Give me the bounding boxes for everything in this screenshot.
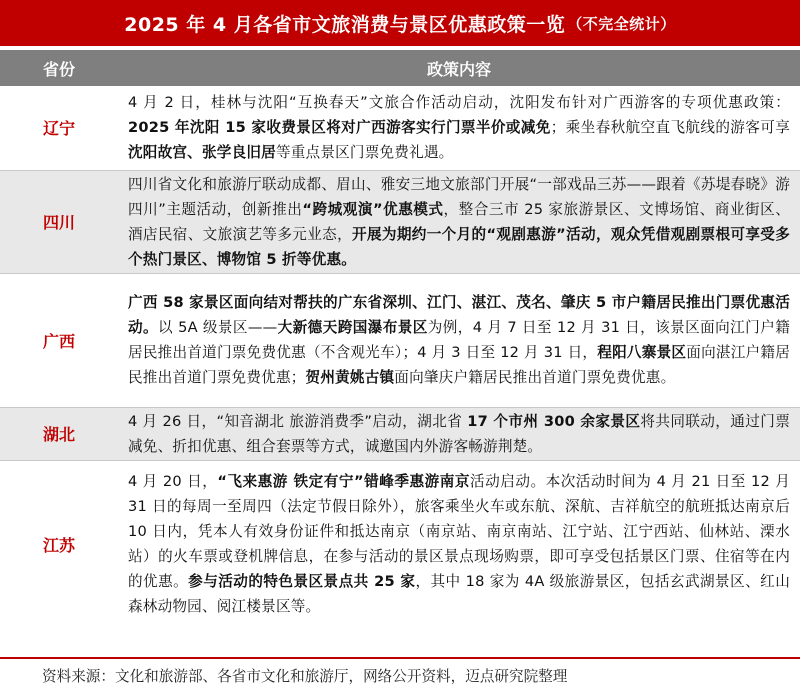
table-row [0,86,800,170]
table-row [0,407,800,460]
policy-text: 4 月 20 日， [128,473,218,491]
policy-highlight: 大新德天跨国瀑布景区 [277,319,428,336]
province-cell: 广西 [0,273,118,407]
policy-cell [118,170,800,273]
footer-divider [0,657,800,659]
policy-cell [118,460,800,628]
province-cell: 湖北 [0,407,118,460]
policy-text: 活动启动。本次活动时间为 4 月 21 日至 12 月 31 日的每周一至周四（法定节假日除外），旅客乘坐火车或东航、深航、吉祥航空的航班抵达南京后 10 日内，凭本人有效身份证件和抵达南京（南京站、南京南站、江宁站、江宁西站、仙林站、溧水站）的火车票或登机牌信息，在参与活动的景区景点现场购票，即可享受包括景区门票、住宿等在内的优惠。 [128,473,790,591]
policy-text: 4 月 2 日，桂林与沈阳“互换春天”文旅合作活动启动，沈阳发布针对广西游客的专项优惠政策： [128,94,790,112]
policy-text: ，其中 18 家为 4A 级旅游景区，包括玄武湖景区、红山森林动物园、阅江楼景区等。 [128,573,791,616]
policy-cell [118,273,800,407]
policy-text: 为例，4 月 7 日至 12 月 31 日，该景区面向江门户籍居民推出首道门票免费优惠（不含观光车）；4 月 3 日至 12 月 31 日， [128,319,790,361]
table-row [0,460,800,628]
policy-cell [118,407,800,460]
policy-highlight: 贺州黄姚古镇 [305,369,395,386]
policy-text: ；乘坐春秋航空直飞航线的游客可享 [550,119,791,137]
policy-highlight: “飞来惠游 铁定有宁”错峰季惠游南京 [217,473,470,491]
policy-highlight: 程阳八寨景区 [597,344,687,361]
province-cell: 四川 [0,170,118,273]
policy-highlight: “跨城观演”优惠模式 [302,200,444,218]
table-row [0,273,800,407]
policy-text: 4 月 26 日，“知音湖北 旅游消费季”启动，湖北省 [128,412,468,430]
policy-text: 将共同联动，通过门票减免、折扣优惠、组合套票等方式，诚邀国内外游客畅游荆楚。 [128,412,791,455]
title-note: （不完全统计） [567,14,676,33]
title-main: 2025 年 4 月各省市文旅消费与景区优惠政策一览 [124,13,566,36]
header-policy: 政策内容 [426,59,491,79]
table-header [0,50,800,86]
policy-highlight: 参与活动的特色景区景点共 25 家 [188,573,416,591]
policy-highlight: 广西 58 家景区面向结对帮扶的广东省深圳、江门、湛江、茂名、肇庆 5 市户籍居民推出门票优惠活动。 [128,294,790,336]
policy-text: 四川省文化和旅游厅联动成都、眉山、雅安三地文旅部门开展“一部戏品三苏——跟着《苏堤春晓》游四川”主题活动，创新推出 [128,175,790,218]
policy-highlight: 开展为期约一个月的“观剧惠游”活动，观众凭借观剧票根可享受多个热门景区、博物馆 5 折等优惠。 [128,225,790,268]
policy-cell [118,86,800,170]
page-title [0,0,800,46]
header-province: 省份 [42,59,75,79]
policy-table [0,86,800,628]
policy-text: 面向肇庆户籍居民推出首道门票免费优惠。 [394,369,676,386]
table-row [0,170,800,273]
policy-highlight: 2025 年沈阳 15 家收费景区将对广西游客实行门票半价或减免 [128,119,551,137]
policy-text: 等重点景区门票免费礼遇。 [275,144,454,162]
province-cell: 辽宁 [42,119,75,139]
source-note: 资料来源：文化和旅游部、各省市文化和旅游厅，网络公开资料，迈点研究院整理 [42,668,568,685]
policy-highlight: 17 个市州 300 余家景区 [467,412,641,430]
policy-text: 面向湛江户籍居民推出首道门票免费优惠； [128,344,791,386]
policy-highlight: 沈阳故宫、张学良旧居 [128,144,276,162]
policy-text: ，整合三市 25 家旅游景区、文博场馆、商业街区、酒店民宿、文旅演艺等多元业态， [128,200,790,243]
province-cell: 江苏 [0,460,118,628]
policy-text: 以 5A 级景区—— [158,319,278,336]
